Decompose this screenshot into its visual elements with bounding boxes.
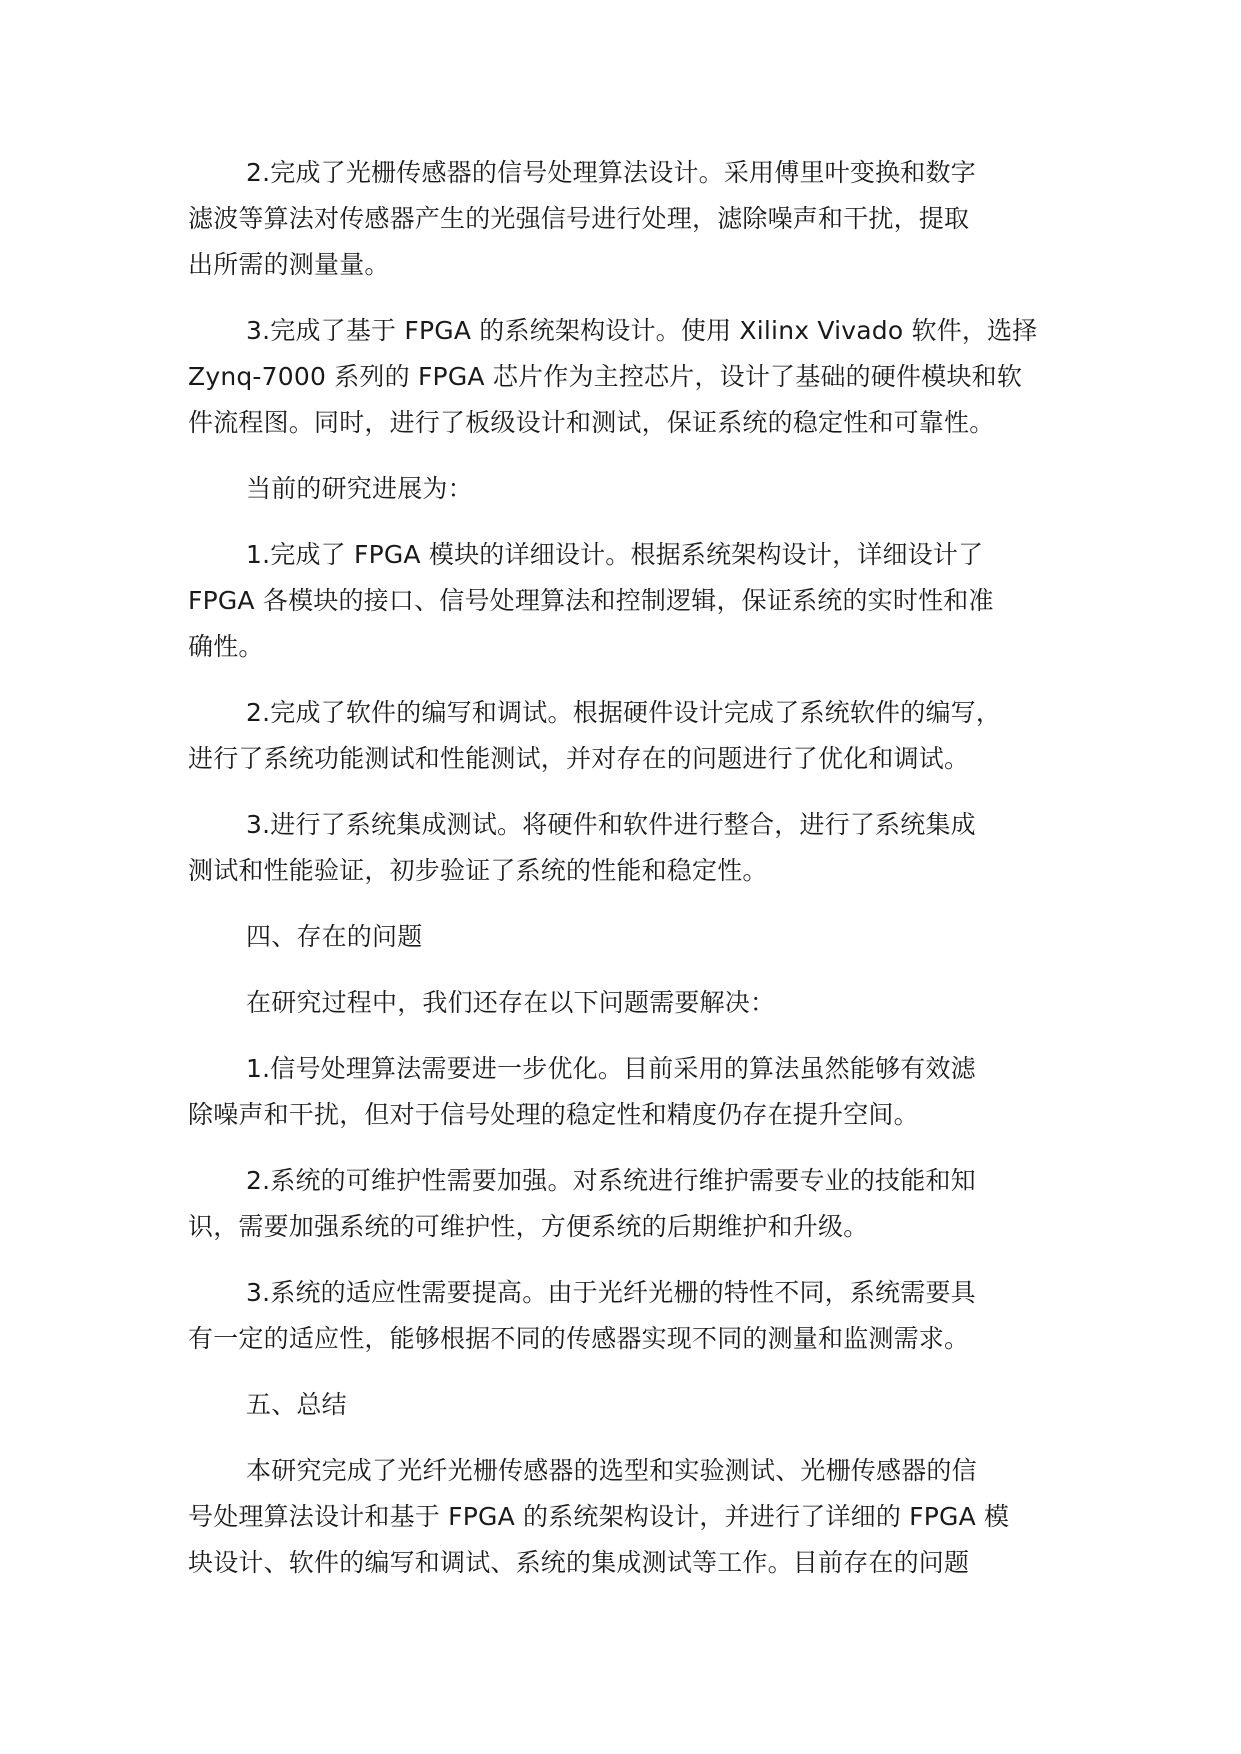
paragraph-line: 测试和性能验证，初步验证了系统的性能和稳定性。 <box>188 856 768 885</box>
paragraph <box>188 802 1088 894</box>
paragraph-first-line: 五、总结 <box>246 1390 347 1419</box>
paragraph-line: FPGA 各模块的接口、信号处理算法和控制逻辑，保证系统的实时性和准 <box>188 586 994 615</box>
paragraph-line: Zynq-7000 系列的 FPGA 芯片作为主控芯片，设计了基础的硬件模块和软 <box>188 362 1023 391</box>
paragraph-line: 号处理算法设计和基于 FPGA 的系统架构设计，并进行了详细的 FPGA 模 <box>188 1502 1010 1531</box>
paragraph <box>188 1046 1088 1138</box>
paragraph <box>188 690 1088 782</box>
paragraph-first-line: 3.完成了基于 FPGA 的系统架构设计。使用 Xilinx Vivado 软件，选择 <box>246 316 1038 345</box>
paragraph-first-line: 在研究过程中，我们还存在以下问题需要解决： <box>246 988 776 1017</box>
document-body <box>188 150 1088 1606</box>
paragraph <box>188 150 1088 288</box>
paragraph-first-line: 3.系统的适应性需要提高。由于光纤光栅的特性不同，系统需要具 <box>246 1278 976 1307</box>
paragraph-first-line: 3.进行了系统集成测试。将硬件和软件进行整合，进行了系统集成 <box>246 810 976 839</box>
paragraph-line: 件流程图。同时，进行了板级设计和测试，保证系统的稳定性和可靠性。 <box>188 408 995 437</box>
paragraph-first-line: 1.完成了 FPGA 模块的详细设计。根据系统架构设计，详细设计了 <box>246 540 984 569</box>
paragraph-line: 进行了系统功能测试和性能测试，并对存在的问题进行了优化和调试。 <box>188 744 970 773</box>
paragraph-first-line: 四、存在的问题 <box>246 922 423 951</box>
paragraph-first-line: 2.完成了光栅传感器的信号处理算法设计。采用傅里叶变换和数字 <box>246 158 976 187</box>
paragraph <box>188 1158 1088 1250</box>
paragraph-line: 有一定的适应性，能够根据不同的传感器实现不同的测量和监测需求。 <box>188 1324 970 1353</box>
paragraph-first-line: 1.信号处理算法需要进一步优化。目前采用的算法虽然能够有效滤 <box>246 1054 976 1083</box>
paragraph <box>188 308 1088 446</box>
paragraph-line: 识，需要加强系统的可维护性，方便系统的后期维护和升级。 <box>188 1212 869 1241</box>
paragraph-line: 除噪声和干扰，但对于信号处理的稳定性和精度仍存在提升空间。 <box>188 1100 919 1129</box>
paragraph <box>188 1270 1088 1362</box>
paragraph-first-line: 2.完成了软件的编写和调试。根据硬件设计完成了系统软件的编写， <box>246 698 1002 727</box>
paragraph-line: 滤波等算法对传感器产生的光强信号进行处理，滤除噪声和干扰，提取 <box>188 204 970 233</box>
paragraph <box>188 532 1088 670</box>
paragraph <box>188 1448 1088 1586</box>
paragraph <box>188 914 1088 960</box>
paragraph-first-line: 本研究完成了光纤光栅传感器的选型和实验测试、光栅传感器的信 <box>246 1456 977 1485</box>
paragraph-line: 块设计、软件的编写和调试、系统的集成测试等工作。目前存在的问题 <box>188 1548 970 1577</box>
paragraph-first-line: 当前的研究进展为： <box>246 474 473 503</box>
paragraph <box>188 1382 1088 1428</box>
paragraph-line: 确性。 <box>188 632 264 661</box>
paragraph-first-line: 2.系统的可维护性需要加强。对系统进行维护需要专业的技能和知 <box>246 1166 976 1195</box>
paragraph <box>188 980 1088 1026</box>
paragraph-line: 出所需的测量量。 <box>188 250 390 279</box>
paragraph <box>188 466 1088 512</box>
